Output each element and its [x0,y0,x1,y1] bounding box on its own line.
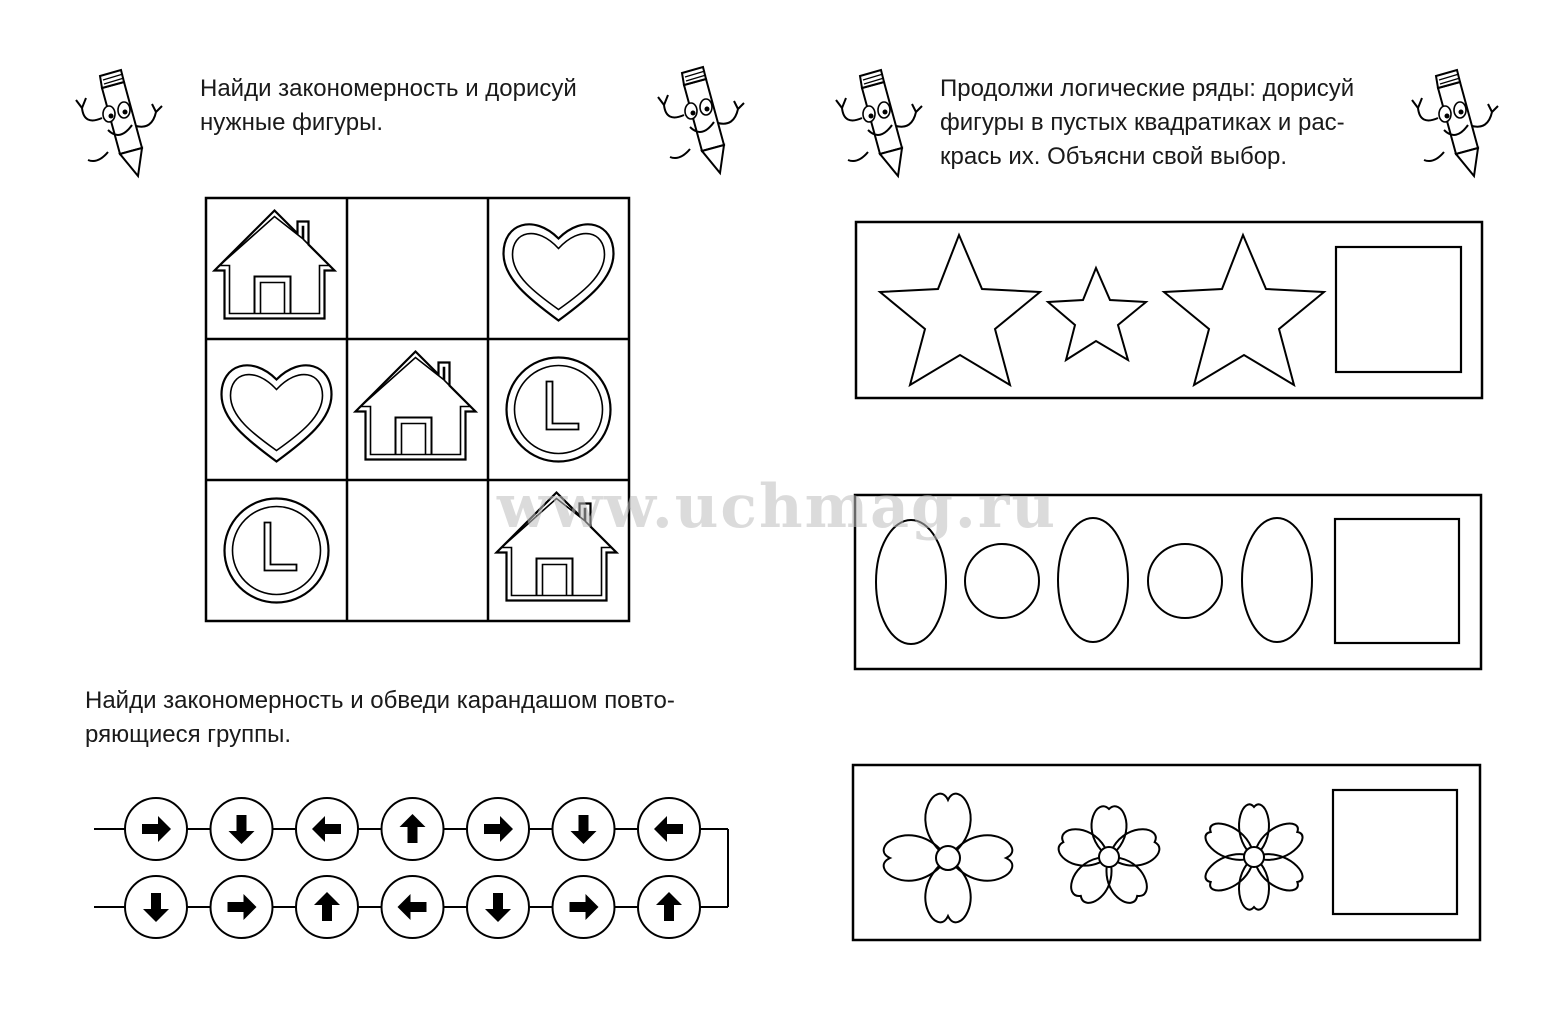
task-series-instruction: Продолжи логические ряды: дорисуй фигуры в пустых квадратиках и рас- крась их. Объясни свой выбор. [940,75,1355,170]
clock-icon [225,499,329,603]
task-arrows-instruction: Найди закономерность и обведи карандашом повто- ряющиеся группы. [85,687,675,748]
series-flower-panel [853,765,1480,940]
heart-icon [222,365,332,461]
empty-square[interactable] [1336,247,1461,372]
empty-square[interactable] [1333,790,1457,914]
pencil-mascot-icon [658,67,744,173]
clock-icon [507,358,611,462]
pencil-mascot-icon [1412,70,1498,176]
pencil-mascot-icon [76,70,162,176]
task-grid-instruction: Найди закономерность и дорисуй нужные фигуры. [200,75,577,136]
series-star-panel [856,222,1482,398]
empty-square[interactable] [1335,519,1459,643]
watermark: www.uchmag.ru [497,472,1058,542]
house-icon [356,352,476,460]
heart-icon [504,224,614,320]
house-icon [215,211,335,319]
pencil-mascot-icon [836,70,922,176]
